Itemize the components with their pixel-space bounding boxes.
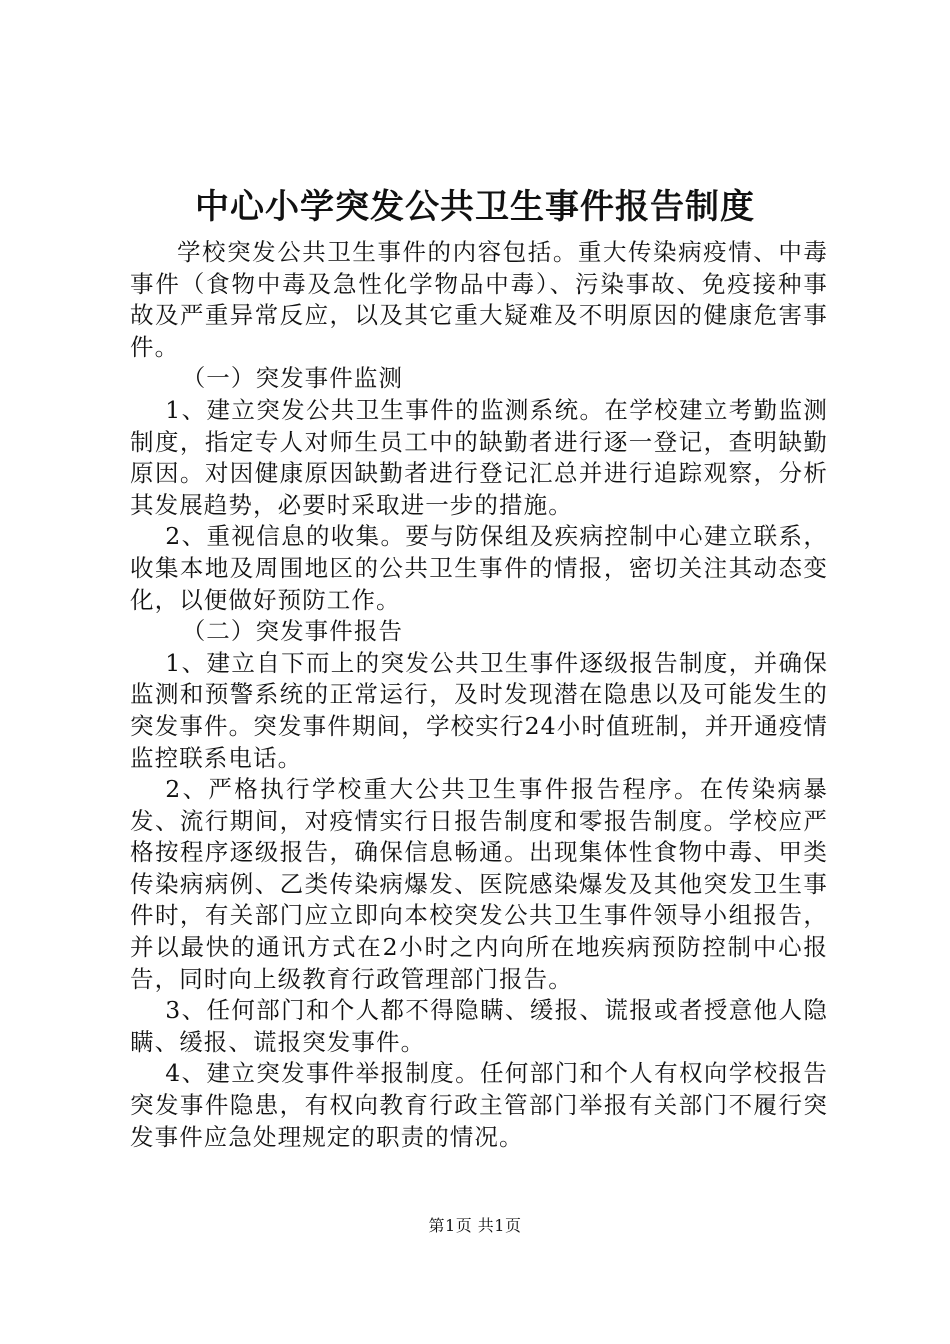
reporting-item-1: 1、建立自下而上的突发公共卫生事件逐级报告制度，并确保监测和预警系统的正常运行，及时发现潜在隐患以及可能发生的突发事件。突发事件期间，学校实行24小时值班制，并开通疫情监控联系电话。 [130, 648, 828, 772]
reporting-item-3: 3、任何部门和个人都不得隐瞒、缓报、谎报或者授意他人隐瞒、缓报、谎报突发事件。 [130, 996, 828, 1056]
monitoring-item-2: 2、重视信息的收集。要与防保组及疾病控制中心建立联系，收集本地及周围地区的公共卫生事件的情报，密切关注其动态变化，以便做好预防工作。 [130, 522, 828, 614]
reporting-item-4: 4、建立突发事件举报制度。任何部门和个人有权向学校报告突发事件隐患，有权向教育行政主管部门举报有关部门不履行突发事件应急处理规定的职责的情况。 [130, 1059, 828, 1151]
section-heading-reporting: （二）突发事件报告 [181, 617, 404, 646]
reporting-item-2: 2、严格执行学校重大公共卫生事件报告程序。在传染病暴发、流行期间，对疫情实行日报告制度和零报告制度。学校应严格按程序逐级报告，确保信息畅通。出现集体性食物中毒、甲类传染病病例、乙类传染病爆发、医院感染爆发及其他突发卫生事件时，有关部门应立即向本校突发公共卫生事件领导小组报告，并以最快的通讯方式在2小时之内向所在地疾病预防控制中心报告，同时向上级教育行政管理部门报告。 [130, 775, 828, 993]
document-body [130, 237, 828, 1153]
section-heading-monitoring: （一）突发事件监测 [181, 364, 404, 393]
document-title: 中心小学突发公共卫生事件报告制度 [195, 187, 755, 227]
monitoring-item-1: 1、建立突发公共卫生事件的监测系统。在学校建立考勤监测制度，指定专人对师生员工中的缺勤者进行逐一登记，查明缺勤原因。对因健康原因缺勤者进行登记汇总并进行追踪观察，分析其发展趋势，必要时采取进一步的措施。 [130, 395, 828, 519]
page-footer: 第1页 共1页 [428, 1216, 522, 1235]
intro-paragraph: 学校突发公共卫生事件的内容包括。重大传染病疫情、中毒事件（食物中毒及急性化学物品中毒）、污染事故、免疫接种事故及严重异常反应，以及其它重大疑难及不明原因的健康危害事件。 [130, 238, 828, 361]
